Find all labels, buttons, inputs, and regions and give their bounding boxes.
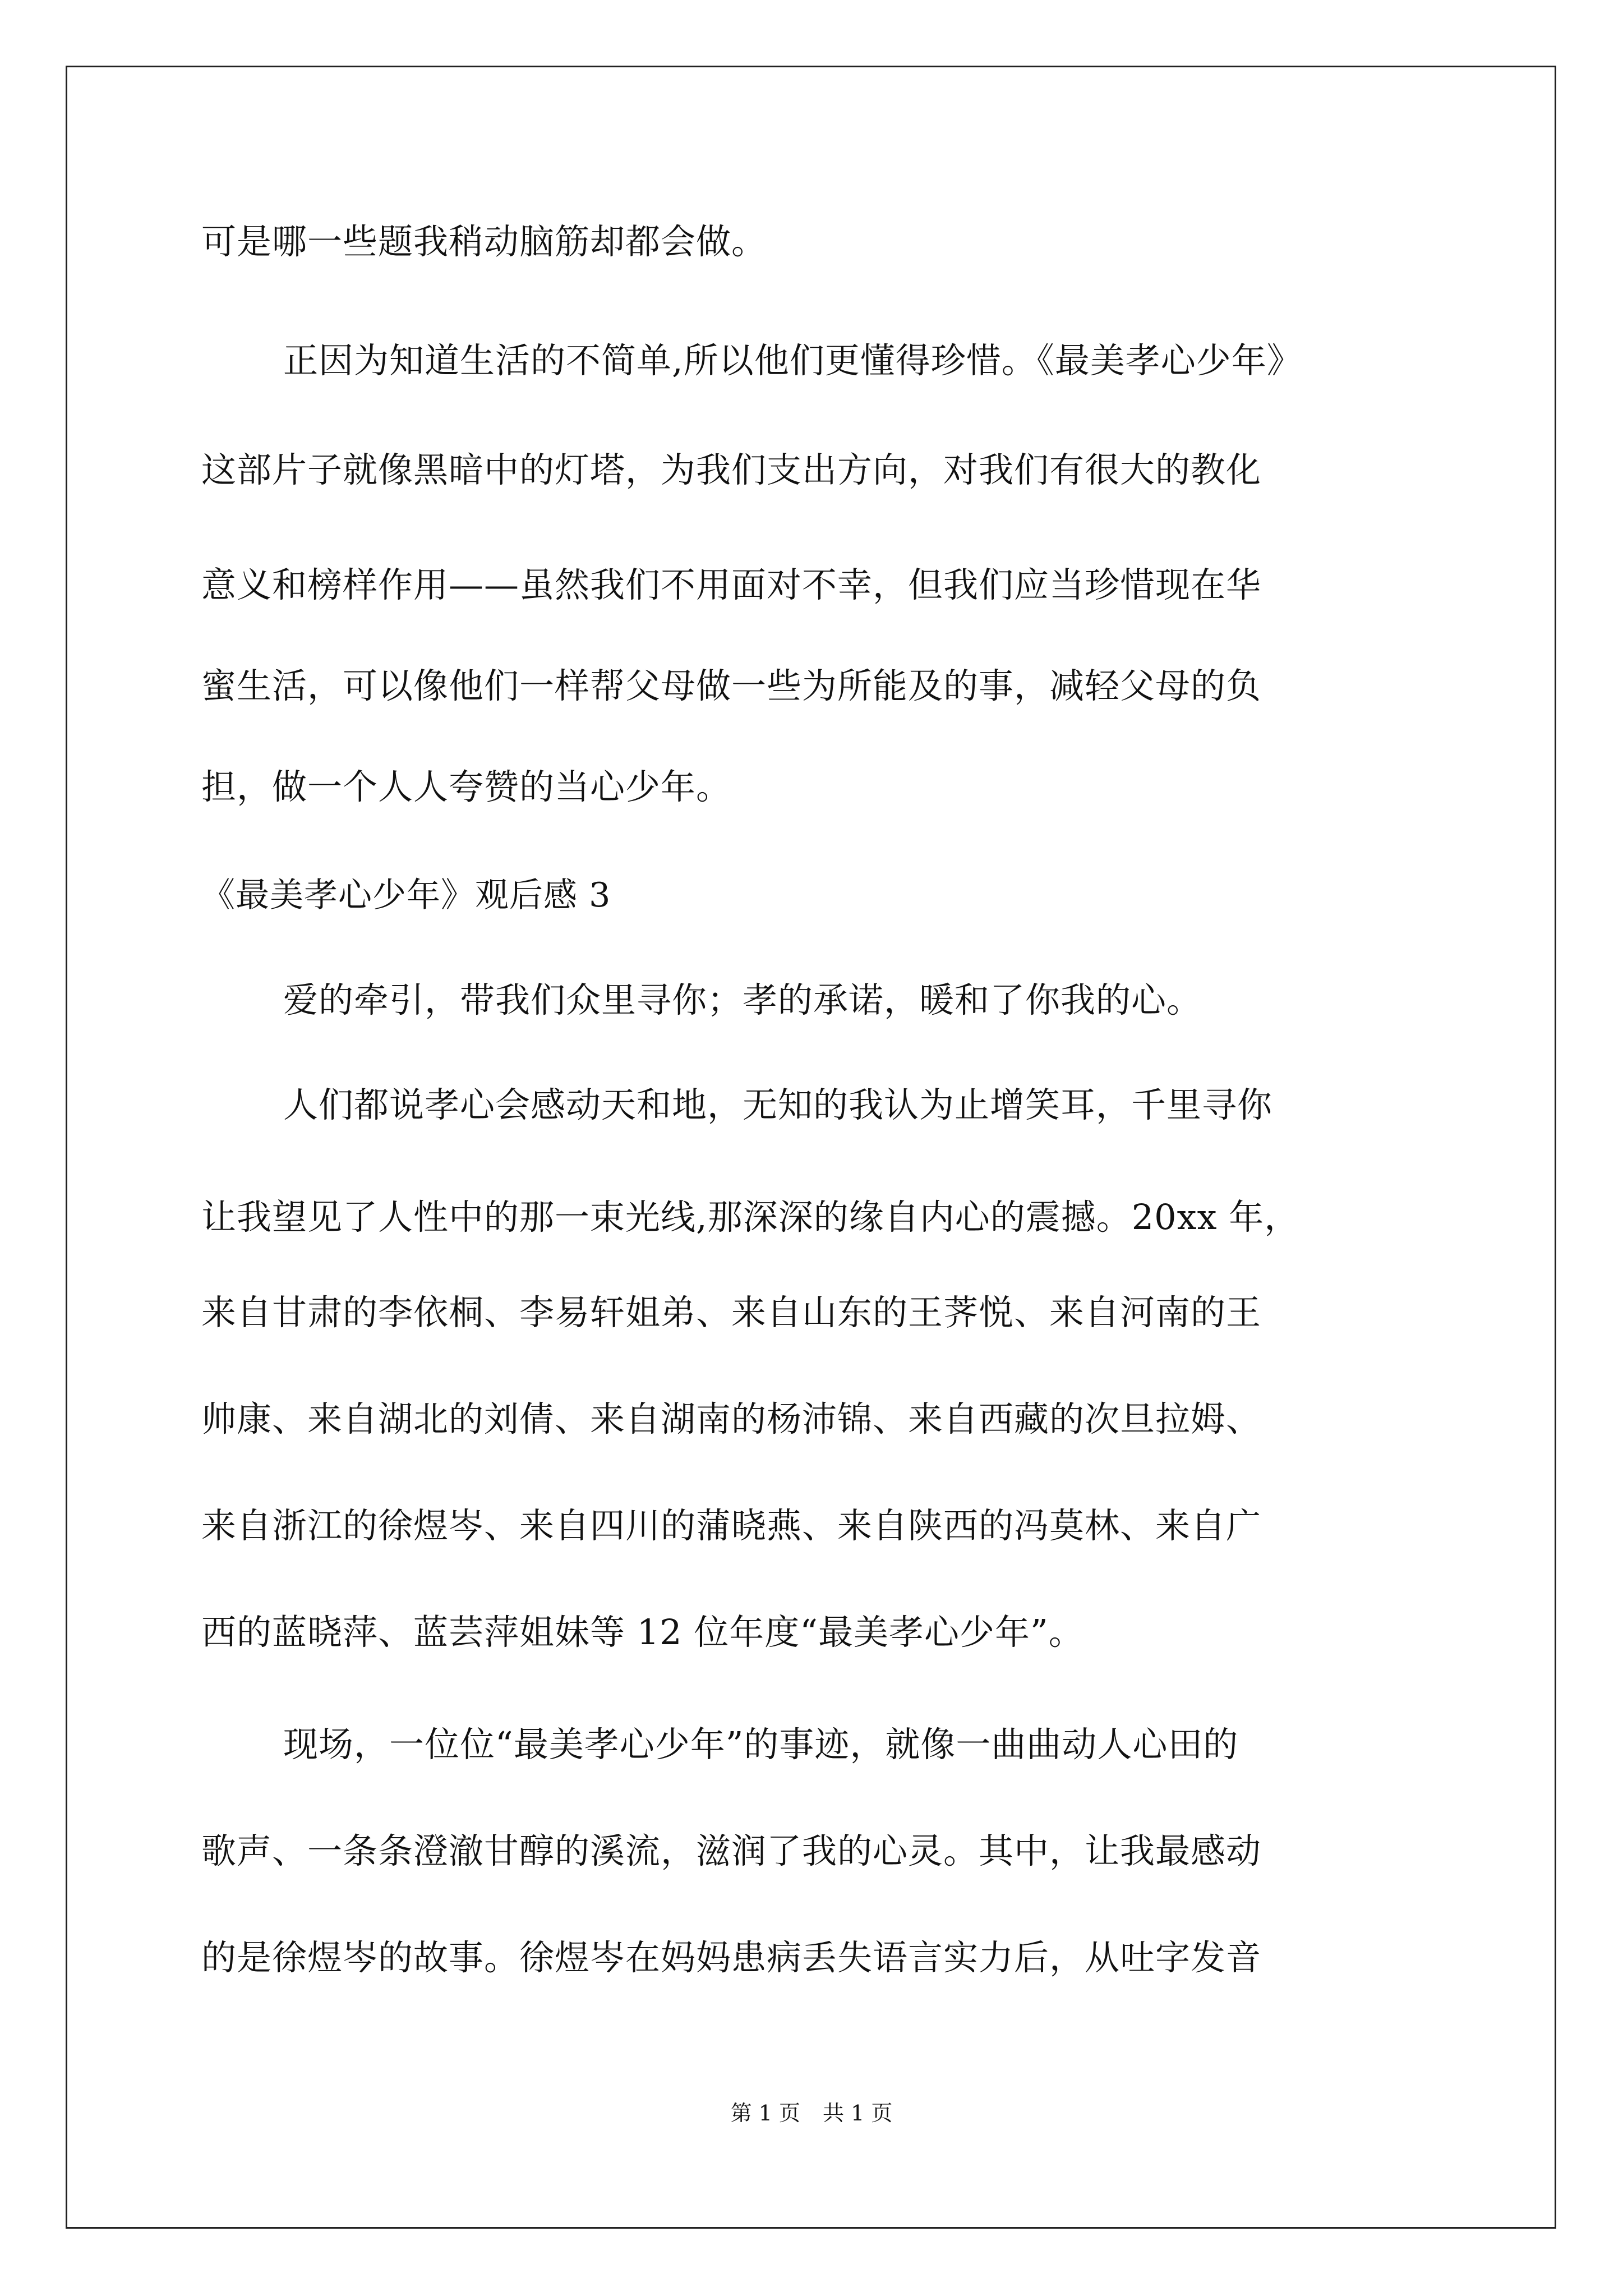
text-line: 意义和榜样作用——虽然我们不用面对不幸，但我们应当珍惜现在华 xyxy=(201,564,1262,605)
paragraph-first-line: 正因为知道生活的不简单,所以他们更懂得珍惜。《最美孝心少年》 xyxy=(283,340,1302,381)
page-number: 第 1 页 xyxy=(730,2101,800,2125)
text-line: 可是哪一些题我稍动脑筋却都会做。 xyxy=(201,221,767,262)
text-line: 蜜生活，可以像他们一样帮父母做一些为所能及的事，减轻父母的负 xyxy=(201,665,1262,706)
page-border xyxy=(66,66,1556,2229)
text-line: 这部片子就像黑暗中的灯塔，为我们支出方向，对我们有很大的教化 xyxy=(201,449,1262,490)
text-line: 帅康、来自湖北的刘倩、来自湖南的杨沛锦、来自西藏的次旦拉姆、 xyxy=(201,1398,1262,1439)
text-line: 西的蓝晓萍、蓝芸萍姐妹等 12 位年度“最美孝心少年”。 xyxy=(201,1612,1084,1653)
text-line: 让我望见了人性中的那一束光线,那深深的缘自内心的震撼。20xx 年， xyxy=(201,1197,1300,1237)
total-pages: 共 1 页 xyxy=(823,2101,893,2125)
text-line: 来自浙江的徐煜岑、来自四川的蒲晓燕、来自陕西的冯莫林、来自广 xyxy=(201,1505,1262,1546)
text-line: 的是徐煜岑的故事。徐煜岑在妈妈患病丢失语言实力后，从吐字发音 xyxy=(201,1937,1262,1978)
paragraph-first-line: 人们都说孝心会感动天和地，无知的我认为止增笑耳，千里寻你 xyxy=(283,1084,1273,1125)
section-heading: 《最美孝心少年》观后感 3 xyxy=(201,876,611,915)
text-line: 来自甘肃的李依桐、李易轩姐弟、来自山东的王荠悦、来自河南的王 xyxy=(201,1292,1262,1333)
text-line: 歌声、一条条澄澈甘醇的溪流，滋润了我的心灵。其中，让我最感动 xyxy=(201,1830,1262,1871)
paragraph-first-line: 爱的牵引，带我们众里寻你；孝的承诺，暖和了你我的心。 xyxy=(283,979,1202,1020)
page-footer xyxy=(0,2099,1623,2127)
text-line: 担，做一个人人夸赞的当心少年。 xyxy=(201,766,732,807)
paragraph-first-line: 现场，一位位“最美孝心少年”的事迹，就像一曲曲动人心田的 xyxy=(283,1724,1239,1765)
